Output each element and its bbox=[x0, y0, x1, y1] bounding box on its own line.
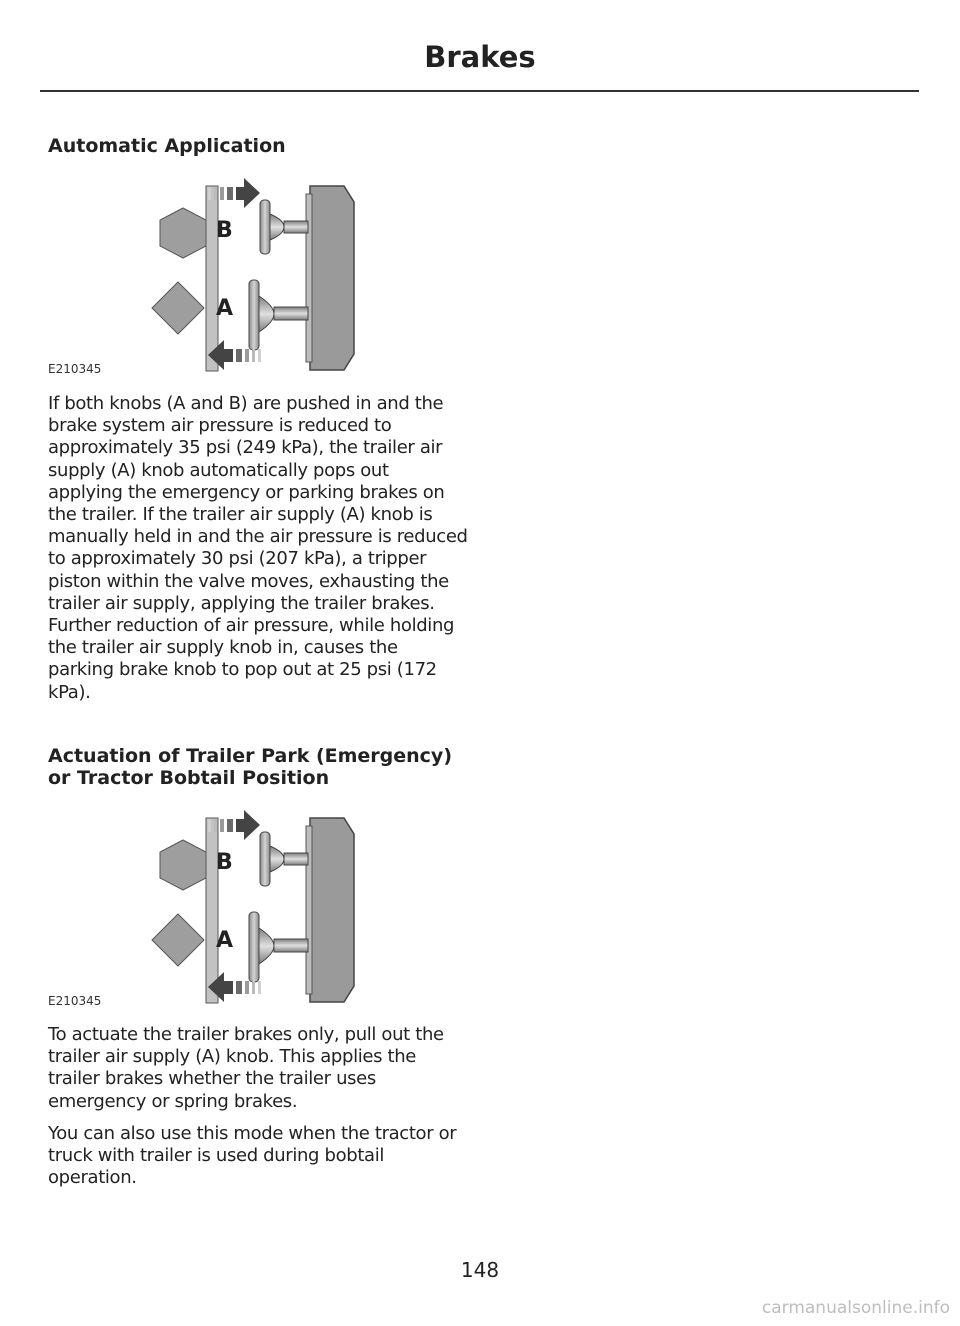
figure-trailer-park bbox=[48, 808, 368, 1008]
knob-b-hexagon bbox=[160, 208, 206, 258]
figure-label-b: B bbox=[216, 850, 233, 875]
section-heading-trailer-park: Actuation of Trailer Park (Emergency) or Tractor Bobtail Position bbox=[48, 745, 453, 789]
knob-a-diamond bbox=[152, 914, 204, 966]
brake-valve-diagram bbox=[48, 808, 368, 1008]
paragraph-bobtail: You can also use this mode when the tractor or truck with trailer is used during bobtail operation. bbox=[48, 1123, 457, 1189]
figure-label-b: B bbox=[216, 218, 233, 243]
knob-a-diamond bbox=[152, 282, 204, 334]
page-header-title: Brakes bbox=[424, 40, 536, 74]
header-rule bbox=[40, 90, 919, 92]
paragraph-trailer-brakes: To actuate the trailer brakes only, pull out the trailer air supply (A) knob. This applies the trailer brakes whether the trailer uses emergency or spring brakes. bbox=[48, 1024, 444, 1112]
watermark: carmanualsonline.info bbox=[761, 1298, 950, 1318]
figure-label-a: A bbox=[216, 928, 234, 953]
figure-label-a: A bbox=[216, 296, 234, 321]
paragraph-automatic-application: If both knobs (A and B) are pushed in and the brake system air pressure is reduced to approximately 35 psi (249 kPa), the trailer air supply (A) knob automatically pops out applying the emergency or parking brakes on the trailer. If the trailer air supply (A) knob is manually held in and the air pressure is reduced to approximately 30 psi (207 kPa), a tripper piston within the valve moves, exhausting the trailer air supply, applying the trailer brakes. Further reduction of air pressure, while holding the trailer air supply knob in, causes the parking brake knob to pop out at 25 psi (172 kPa). bbox=[48, 393, 468, 703]
figure-code: E210345 bbox=[48, 362, 102, 376]
brake-valve-diagram bbox=[48, 176, 368, 376]
section-heading-automatic-application: Automatic Application bbox=[48, 135, 286, 157]
page-number: 148 bbox=[460, 1258, 500, 1282]
knob-b-hexagon bbox=[160, 840, 206, 890]
figure-code: E210345 bbox=[48, 994, 102, 1008]
figure-automatic-application bbox=[48, 176, 368, 376]
